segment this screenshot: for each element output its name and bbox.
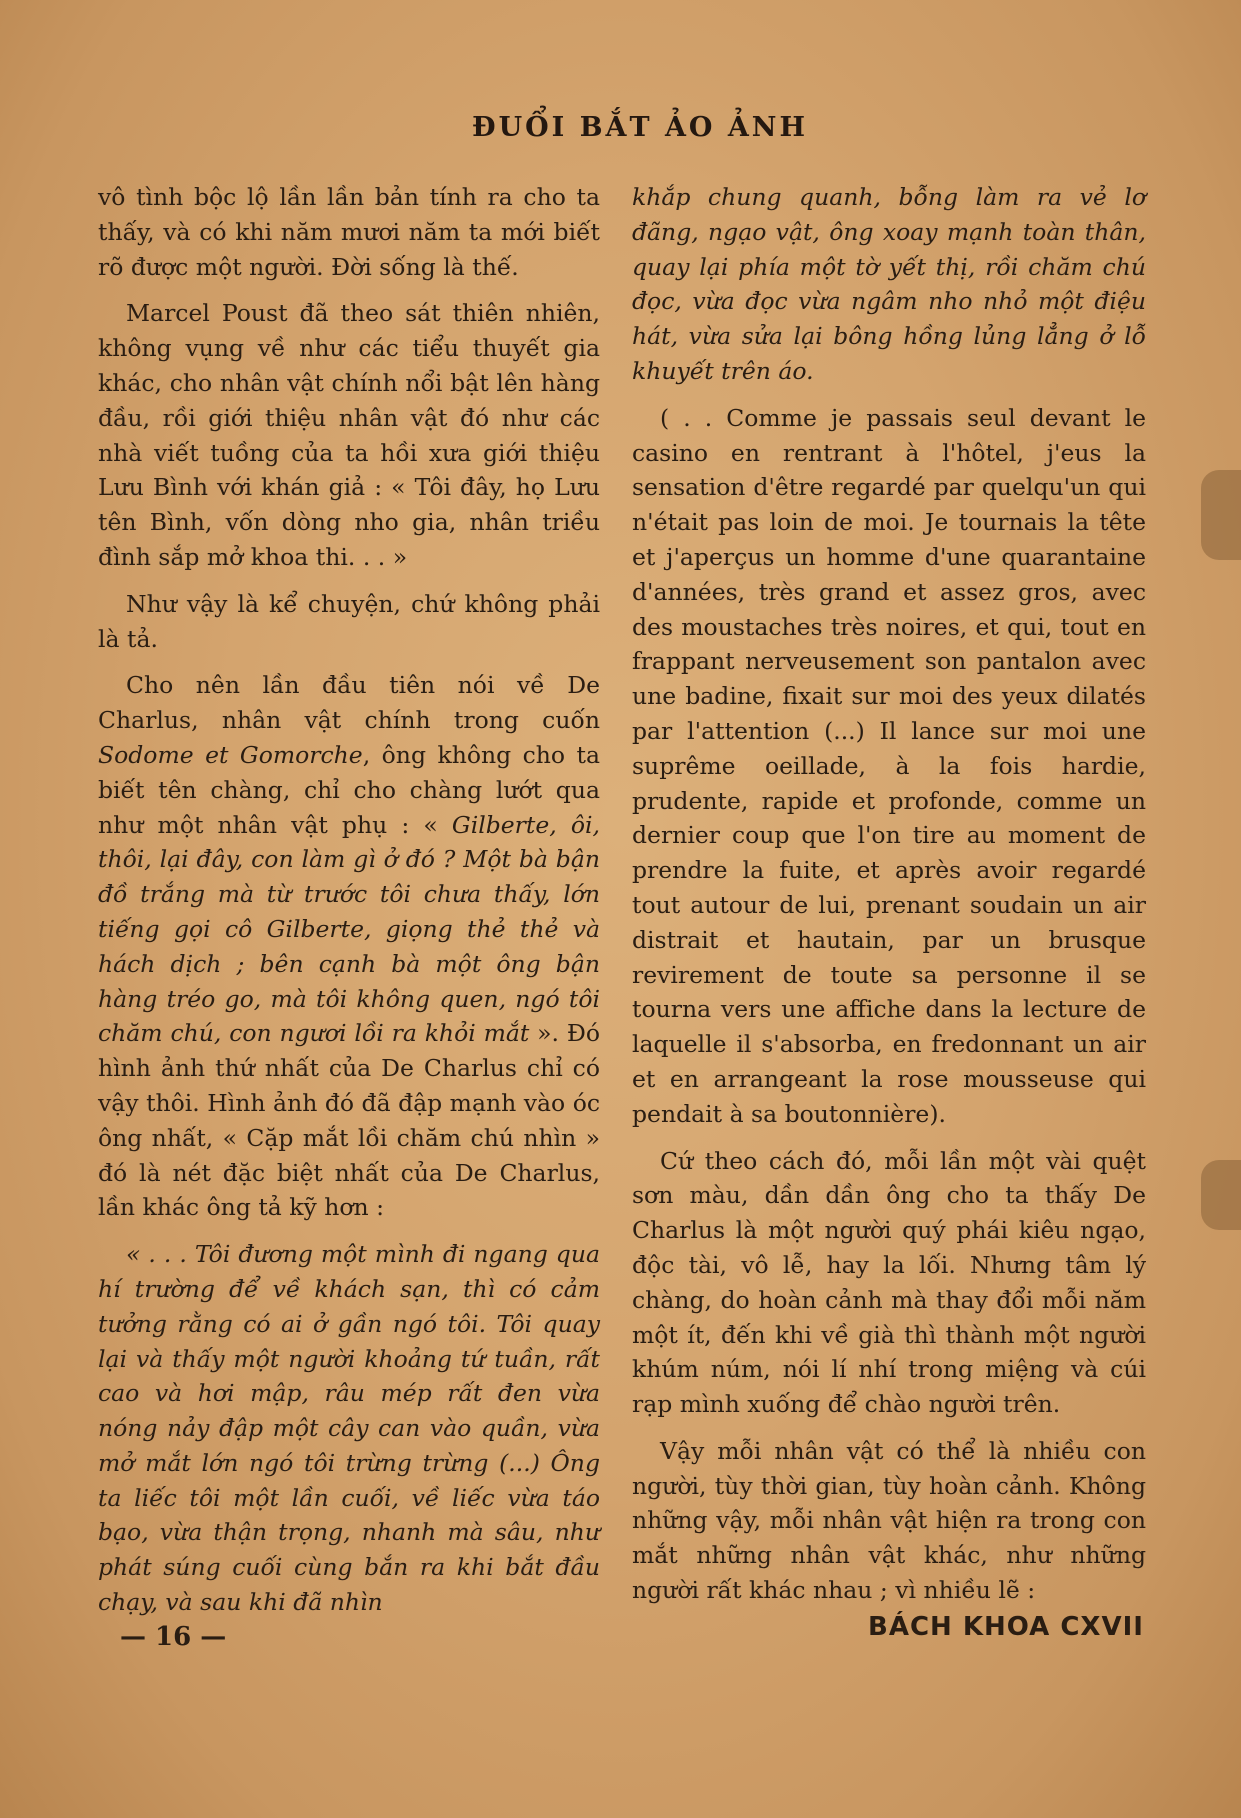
left-column — [98, 180, 600, 1632]
text-run: Cho nên lần đầu tiên nói về De Charlus, nhân vật chính trong cuốn — [98, 671, 600, 735]
book-title: Sodome et Gomorche — [98, 740, 363, 769]
paragraph: Vậy mỗi nhân vật có thể là nhiều con người, tùy thời gian, tùy hoàn cảnh. Không những vậy, mỗi nhân vật hiện ra trong con mắt những nhân vật khác, như những người rất khác nhau ; vì nhiều lẽ : — [632, 1436, 1146, 1605]
french-quotation: ( . . Comme je passais seul devant le casino en rentrant à l'hôtel, j'eus la sensation d'être regardé par quelqu'un qui n'était pas loin de moi. Je tournais la tête et j'aperçus un homme d'une quarantaine d'années, très grand et assez gros, avec des moustaches très noires, et qui, tout en frappant nerveusement son pantalon avec une badine, fixait sur moi des yeux dilatés par l'attention (...) Il lance sur moi une suprême oeillade, à la fois hardie, prudente, rapide et profonde, comme un dernier coup que l'on tire au moment de prendre la fuite, et après avoir regardé tout autour de lui, prenant soudain un air distrait et hautain, par un brusque revirement de toute sa personne il se tourna vers une affiche dans la lecture de laquelle il s'absorba, en fredonnant un air et en arrangeant la rose mousseuse qui pendait à sa boutonnière). — [632, 403, 1146, 1128]
text-run: , ông không cho ta biết tên chàng, chỉ cho chàng lướt qua như một nhân vật phụ : « — [98, 740, 600, 839]
quotation: Gilberte, ôi, thôi, lại đây, con làm gì ở đó ? Một bà bận đồ trắng mà từ trước tôi chưa thấy, lớn tiếng gọi cô Gilberte, giọng thẻ thẻ và hách dịch ; bên cạnh bà một ông bận hàng tréo go, mà tôi không quen, ngó tôi chăm chú, con ngươi lồi ra khỏi mắt — [98, 810, 600, 1048]
quotation-paragraph: « . . . Tôi đương một mình đi ngang qua hí trường để về khách sạn, thì có cảm tưởng rằng có ai ở gần ngó tôi. Tôi quay lại và thấy một người khoảng tứ tuần, rất cao và hơi mập, râu mép rất đen vừa nóng nảy đập một cây can vào quần, vừa mở mắt lớn ngó tôi trừng trừng (...) Ông ta liếc tôi một lần cuối, về liếc vừa táo bạo, vừa thận trọng, nhanh mà sâu, như phát súng cuối cùng bắn ra khi bắt đầu chạy, và sau khi đã nhìn — [98, 1240, 600, 1617]
magazine-issue: BÁCH KHOA CXVII — [868, 1612, 1144, 1642]
page-number: — 16 — — [120, 1622, 227, 1652]
torn-edge — [1201, 470, 1241, 560]
paragraph — [98, 668, 600, 1225]
right-column — [632, 180, 1146, 1620]
paragraph: vô tình bộc lộ lần lần bản tính ra cho ta thấy, và có khi năm mươi năm ta mới biết rõ được một người. Đời sống là thế. — [98, 183, 600, 281]
quotation-paragraph: khắp chung quanh, bỗng làm ra vẻ lơ đãng, ngạo vật, ông xoay mạnh toàn thân, quay lại phía một tờ yết thị, rồi chăm chú đọc, vừa đọc vừa ngâm nho nhỏ một điệu hát, vừa sửa lại bông hồng lủng lẳng ở lỗ khuyết trên áo. — [632, 183, 1146, 385]
paragraph: Cứ theo cách đó, mỗi lần một vài quệt sơn màu, dần dần ông cho ta thấy De Charlus là một người quý phái kiêu ngạo, độc tài, vô lễ, hay la lối. Nhưng tâm lý chàng, do hoàn cảnh mà thay đổi mỗi năm một ít, đến khi về già thì thành một người khúm núm, nói lí nhí trong miệng và cúi rạp mình xuống để chào người trên. — [632, 1146, 1146, 1419]
running-title: ĐUỔI BẮT ẢO ẢNH — [472, 112, 808, 143]
paragraph: Như vậy là kể chuyện, chứ không phải là tả. — [98, 589, 600, 653]
torn-edge — [1201, 1160, 1241, 1230]
text-run: ». Đó hình ảnh thứ nhất của De Charlus chỉ có vậy thôi. Hình ảnh đó đã đập mạnh vào óc ông nhất, « Cặp mắt lồi chăm chú nhìn » đó là nét đặc biệt nhất của De Charlus, lần khác ông tả kỹ hơn : — [98, 1019, 600, 1222]
paragraph: Marcel Poust đã theo sát thiên nhiên, không vụng về như các tiểu thuyết gia khác, cho nhân vật chính nổi bật lên hàng đầu, rồi giới thiệu nhân vật đó như các nhà viết tuồng của ta hồi xưa giới thiệu Lưu Bình với khán giả : « Tôi đây, họ Lưu tên Bình, vốn dòng nho gia, nhân triều đình sắp mở khoa thi. . . » — [98, 299, 600, 571]
